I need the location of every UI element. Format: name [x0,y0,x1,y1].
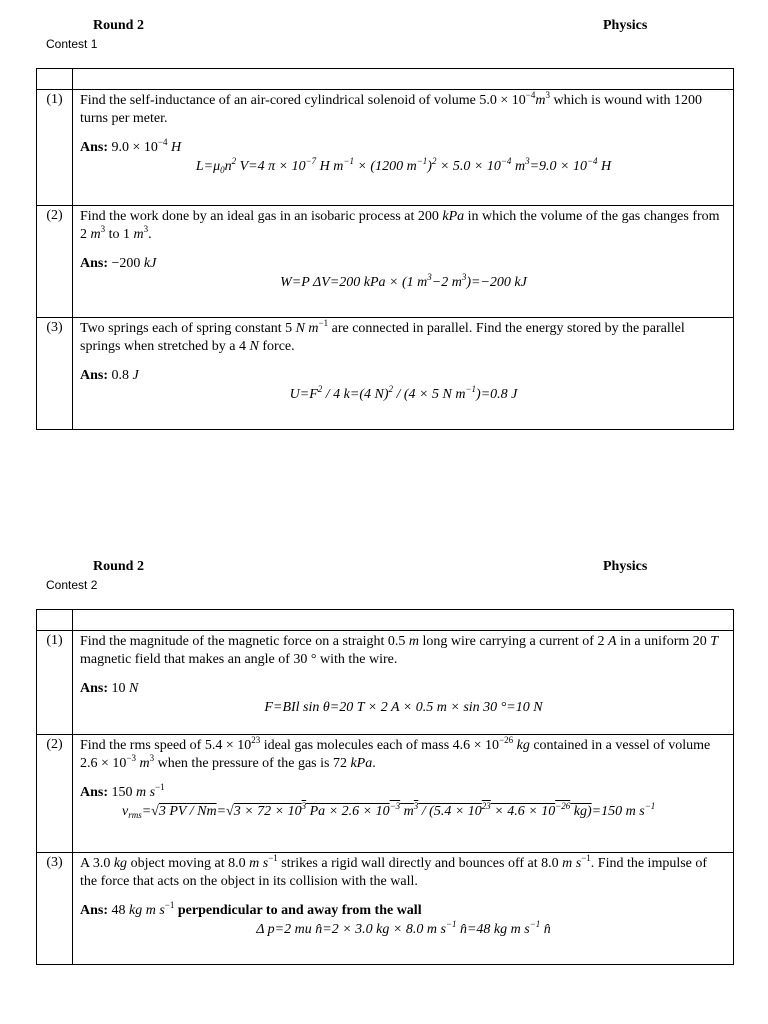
solution-equation: $L=\mu_0n^2$ V=4 $\pi \times 10^{-7}$ H $m^{-1} \times (1200$ $m^{-1})^2 \times 5.0 \times 10^{-4}$ $m^3=9.0 \times 10^{-4}$ H [195,156,612,175]
answer-label: Ans: [80,140,109,155]
question-row [37,206,734,318]
question-row [37,318,734,430]
question-text: Find the magnitude of the magnetic force on a straight 0.5 m long wire carrying a current of 2 A in a uniform 20 T magnetic field that makes an angle of 30 ° with the wire. [80,634,719,667]
answer-line [80,784,727,802]
question-number: (2) [37,735,73,853]
solution-equation: Δ p=2 mu n̂=2 × 3.0 kg × 8.0 m $s^{-1}$ n̂=48 kg m $s^{-1}$ n̂ [256,919,551,937]
answer-label: Ans: [80,785,109,800]
question-row [37,90,734,206]
answer-label: Ans: [80,368,109,383]
answer-value: 48 kg m $s^{-1}$ perpendicular to and away from the wall [108,900,422,918]
solution-equation: W=P ΔV=200 kPa × (1 $m^3-2$ $m^3)=-200$ kJ [280,272,527,290]
round-heading: Round 2 [93,559,144,574]
table-header-row [37,610,734,631]
answer-line [80,139,727,157]
question-row [37,853,734,965]
answer-value: 150 m $s^{-1}$ [108,782,165,800]
question-number: (1) [37,631,73,735]
question-text: Find the work done by an ideal gas in an isobaric process at 200 kPa in which the volume of the gas changes from 2 $m^3$ to 1 $m^3$. [80,209,720,242]
question-number: (2) [37,206,73,318]
question-text: A 3.0 kg object moving at 8.0 m $s^{-1}$ strikes a rigid wall directly and bounces off at 8.0 m $s^{-1}$. Find the impulse of the force that acts on the object in its collision with the wall. [80,853,708,889]
table-header-row [37,69,734,90]
solution-equation: $v_{rms}=√3$ PV / $Nm=√3 \times 72 \times 10^3$ $Pa \times 2.6 \times 10^{-3}$ $m^3 / (5.4 \times 10^{23} \times 4.6 \times 10^{-26}$ kg)=150 m $s^{-1}$ [122,801,656,820]
answer-label: Ans: [80,903,109,918]
contest-label: Contest 1 [46,37,98,51]
question-text: Find the rms speed of $5.4 \times 10^{23}$ ideal gas molecules each of mass $4.6 \times 10^{-26}$ kg contained in a vessel of volume $2.6 \times 10^{-3}$ $m^3$ when the pressure of the gas is 72 kPa. [80,735,711,771]
answer-line [80,255,727,273]
answer-line [80,902,727,920]
question-number: (3) [37,318,73,430]
answer-value: 10 N [108,681,139,696]
answer-line [80,367,727,385]
question-table [36,68,734,430]
solution-equation: $U=F^2 / 4$ k=(4 N)$^2$ / (4 × 5 N $m^{-1})=0.8$ J [289,384,518,402]
answer-label: Ans: [80,681,109,696]
question-row [37,735,734,853]
answer-value: −200 kJ [108,256,157,271]
answer-value: 0.8 J [108,368,139,383]
question-text: Two springs each of spring constant 5 N $m^{-1}$ are connected in parallel. Find the energy stored by the parallel springs when stretched by a 4 N force. [80,318,685,354]
question-row [37,631,734,735]
contest-label: Contest 2 [46,578,98,592]
answer-value: $9.0 \times 10^{-4}$ H [108,137,182,155]
question-number: (3) [37,853,73,965]
question-text: Find the self-inductance of an air-cored cylindrical solenoid of volume $5.0 \times 10^{-4}m^3$ which is wound with 1200 turns per meter. [80,90,703,126]
question-table [36,609,734,965]
subject-heading: Physics [603,559,648,574]
answer-line [80,680,727,698]
answer-label: Ans: [80,256,109,271]
question-number: (1) [37,90,73,206]
solution-equation: F=BIl sin θ=20 T × 2 A × 0.5 m × sin 30 °=10 N [264,700,543,715]
subject-heading: Physics [603,18,648,33]
round-heading: Round 2 [93,18,144,33]
